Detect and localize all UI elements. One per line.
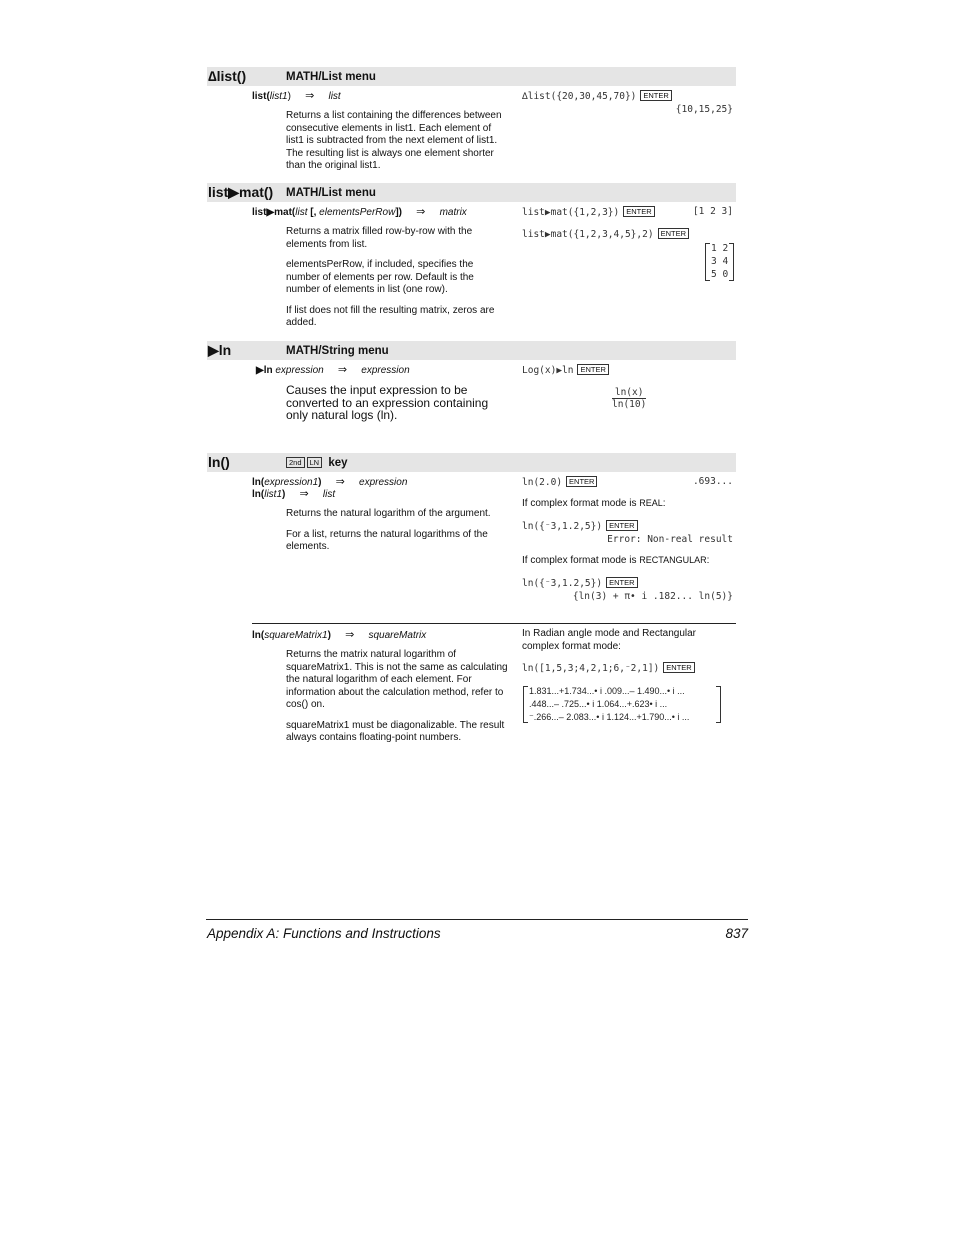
- syntax-argument: list: [295, 207, 308, 218]
- syntax-optional: [,: [307, 207, 320, 218]
- syntax-function: list(: [252, 91, 270, 102]
- mode-note: [522, 555, 709, 566]
- example-expression: list▶mat({1,2,3}): [522, 207, 620, 218]
- section-title: ln(): [208, 454, 230, 470]
- example-input: [522, 364, 609, 376]
- menu-path: MATH/List menu: [286, 187, 376, 199]
- description-text: elementsPerRow, if included, specifies the number of elements per row. Default is the number of elements in list (one row).: [286, 259, 474, 295]
- description-text: For a list, returns the natural logarithms of the elements.: [286, 528, 488, 552]
- implies-icon: ⇒: [345, 629, 355, 641]
- note-text: :: [662, 498, 666, 509]
- footer-title: Appendix A: Functions and Instructions: [207, 926, 441, 941]
- description-text: Returns a list containing the differences between consecutive elements in list1. Each element of list1 is subtracted from the next element of list1. The resulting list is always one element shorter than the original list1.: [286, 110, 502, 171]
- example-input: [522, 206, 655, 218]
- syntax-close: ]): [395, 207, 402, 218]
- example-expression: ln([1,5,3;4,2,1;6,⁻2,1]): [522, 663, 660, 674]
- page-number: 837: [725, 926, 748, 941]
- syntax-argument: expression: [275, 365, 324, 376]
- implies-icon: ⇒: [305, 90, 315, 102]
- example-result: {ln(3) + π• i .182... ln(5)}: [572, 591, 733, 602]
- matrix-result: [711, 242, 728, 281]
- example-input: [522, 228, 689, 240]
- enter-key-icon: ENTER: [566, 476, 597, 487]
- description: [286, 384, 512, 430]
- enter-key-icon: ENTER: [640, 90, 671, 101]
- section-title: list▶mat(): [208, 184, 274, 200]
- syntax-close: ): [282, 489, 286, 500]
- implies-icon: ⇒: [416, 206, 426, 218]
- enter-key-icon: ENTER: [623, 206, 654, 217]
- syntax-result: squareMatrix: [368, 630, 427, 641]
- note-text: If complex format mode is: [522, 498, 640, 509]
- section-title: ∆list(): [208, 68, 247, 84]
- fraction-numerator: ln(x): [612, 387, 646, 399]
- section-title: ▶ln: [208, 342, 232, 358]
- description: [286, 226, 508, 338]
- syntax-function: list▶mat(: [252, 207, 296, 218]
- syntax-argument: elementsPerRow: [319, 207, 396, 218]
- example-expression: list▶mat({1,2,3,4,5},2): [522, 229, 654, 240]
- description: [286, 110, 508, 181]
- note-text: :: [706, 555, 710, 566]
- description: [286, 508, 508, 562]
- example-result: .693...: [692, 476, 733, 487]
- fraction-result: [612, 387, 646, 410]
- example-input: [522, 476, 597, 488]
- mode-note: [522, 498, 666, 509]
- implies-icon: ⇒: [335, 476, 345, 488]
- syntax-result: expression: [361, 365, 410, 376]
- description-text: Causes the input expression to be converted to an expression containing only natural logs (ln).: [286, 383, 489, 422]
- syntax-line: [252, 206, 467, 219]
- 2nd-key-icon: 2nd: [286, 457, 305, 468]
- matrix-left-bracket: [523, 686, 528, 723]
- menu-path: MATH/String menu: [286, 345, 389, 357]
- enter-key-icon: ENTER: [606, 577, 637, 588]
- syntax-line: [252, 629, 426, 642]
- description-text: If list does not fill the resulting matrix, zeros are added.: [286, 304, 495, 328]
- example-result: {10,15,25}: [675, 104, 733, 115]
- enter-key-icon: ENTER: [658, 228, 689, 239]
- enter-key-icon: ENTER: [577, 364, 608, 375]
- example-input: [522, 662, 695, 674]
- matrix-row: 3 4: [711, 256, 729, 267]
- example-expression: ∆list({20,30,45,70}): [522, 91, 637, 102]
- note-text: If complex format mode is: [522, 555, 640, 566]
- syntax-result: list: [322, 489, 336, 500]
- example-input: [522, 577, 638, 589]
- description: [286, 649, 508, 753]
- fraction-denominator: ln(10): [612, 399, 647, 410]
- example-expression: ln({⁻3,1.2,5}): [522, 578, 603, 589]
- example-expression: ln({⁻3,1.2,5}): [522, 521, 603, 532]
- syntax-result: matrix: [439, 207, 467, 218]
- menu-path: [286, 453, 348, 473]
- syntax-function: ln(: [252, 630, 265, 641]
- matrix-left-bracket: [705, 243, 710, 281]
- matrix-row: .448...– .725...• i 1.064...+.623• i ...: [529, 699, 668, 709]
- matrix-row: 1 2: [711, 243, 729, 254]
- implies-icon: ⇒: [337, 364, 348, 376]
- example-expression: Log(x)▶ln: [522, 365, 574, 376]
- syntax-line: [252, 90, 341, 103]
- matrix-row: 5 0: [711, 269, 729, 280]
- example-input: [522, 520, 638, 532]
- description-text: squareMatrix1 must be diagonalizable. The result always contains floating-point numbers.: [286, 719, 505, 743]
- matrix-row: 1.831...+1.734...• i .009...– 1.490...• i ...: [529, 686, 685, 696]
- mode-name: RECTANGULAR: [639, 555, 707, 565]
- syntax-close: ): [318, 477, 322, 488]
- syntax-argument: list1: [269, 91, 288, 102]
- syntax-line: [252, 488, 335, 501]
- syntax-function: ▶ln: [256, 365, 273, 376]
- syntax-result: expression: [359, 477, 408, 488]
- enter-key-icon: ENTER: [606, 520, 637, 531]
- enter-key-icon: ENTER: [663, 662, 694, 673]
- mode-note: In Radian angle mode and Rectangular complex format mode:: [522, 628, 697, 652]
- example-expression: ln(2.0): [522, 477, 563, 488]
- implies-icon: ⇒: [299, 488, 309, 500]
- syntax-close: ): [327, 630, 331, 641]
- section-header-ln: [207, 453, 736, 472]
- section-divider: [252, 623, 736, 624]
- syntax-close: ): [287, 91, 291, 102]
- syntax-result: list: [328, 91, 341, 102]
- description-text: Returns the matrix natural logarithm of squareMatrix1. This is not the same as calculating the natural logarithm of each element. For information about the calculation method, refer to cos() on.: [286, 649, 508, 710]
- section-header-toln: [207, 341, 736, 360]
- description-text: Returns the natural logarithm of the argument.: [286, 508, 491, 519]
- syntax-argument: expression1: [264, 477, 319, 488]
- syntax-line: [256, 364, 410, 377]
- syntax-argument: list1: [264, 489, 283, 500]
- matrix-right-bracket: [716, 686, 721, 723]
- matrix-right-bracket: [729, 243, 734, 281]
- example-result: Error: Non-real result: [607, 534, 733, 545]
- matrix-row: ⁻.266...– 2.083...• i 1.124...+1.790...• i ...: [529, 712, 690, 722]
- description-text: Returns a matrix filled row-by-row with the elements from list.: [286, 226, 473, 250]
- syntax-argument: squareMatrix1: [264, 630, 328, 641]
- section-header-listmat: [207, 183, 736, 202]
- menu-path: MATH/List menu: [286, 71, 376, 83]
- syntax-function: ln(: [252, 477, 265, 488]
- ln-key-icon: LN: [307, 457, 323, 468]
- syntax-function: ln(: [252, 489, 265, 500]
- mode-name: REAL: [639, 498, 663, 508]
- example-input: [522, 90, 672, 102]
- example-result: [1 2 3]: [692, 206, 733, 217]
- footer-rule: [206, 919, 748, 920]
- menu-label: key: [328, 457, 348, 469]
- section-header-deltalist: [207, 67, 736, 86]
